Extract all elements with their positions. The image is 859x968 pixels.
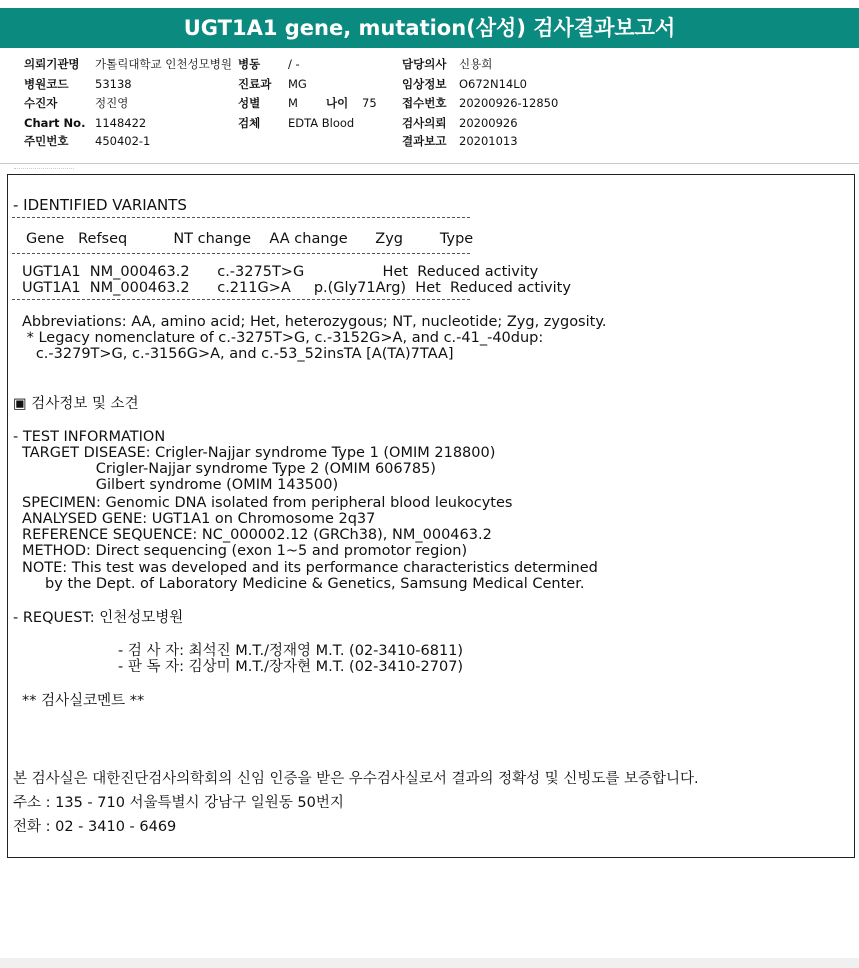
reference-sequence-line: REFERENCE SEQUENCE: NC_000002.12 (GRCh38), NM_000463.2 xyxy=(22,527,492,543)
ward-value: / - xyxy=(288,57,300,71)
variants-columns: Gene Refseq NT change AA change Zyg Type xyxy=(26,231,474,247)
age-value: 75 xyxy=(362,96,377,110)
accession-value: 20200926-12850 xyxy=(459,96,559,110)
lab-phone: 전화 : 02 - 3410 - 6469 xyxy=(13,819,177,835)
resident-no-value: 450402-1 xyxy=(95,134,151,148)
request-date-label: 검사의뢰 xyxy=(402,116,447,130)
report-title: UGT1A1 gene, mutation(삼성) 검사결과보고서 xyxy=(0,8,859,48)
target-disease-cont: Crigler-Najjar syndrome Type 2 (OMIM 606785) xyxy=(22,461,436,477)
variant-row: UGT1A1 NM_000463.2 c.-3275T>G Het Reduced activity xyxy=(22,264,539,280)
specimen-line: SPECIMEN: Genomic DNA isolated from peripheral blood leukocytes xyxy=(22,495,513,511)
bottom-strip xyxy=(0,958,859,968)
patient-label: 수진자 xyxy=(24,96,58,110)
report-date-label: 결과보고 xyxy=(402,134,447,148)
report-date-value: 20201013 xyxy=(459,134,518,148)
target-disease: TARGET DISEASE: Crigler-Najjar syndrome Type 1 (OMIM 218800) xyxy=(22,445,496,461)
legacy-note-cont: c.-3279T>G, c.-3156G>A, and c.-53_52insTA [A(TA)7TAA] xyxy=(22,346,454,362)
abbreviations-note: Abbreviations: AA, amino acid; Het, heterozygous; NT, nucleotide; Zyg, zygosity. xyxy=(22,314,607,330)
reader-line: - 판 독 자: 김상미 M.T./장자현 M.T. (02-3410-2707) xyxy=(118,659,464,675)
legacy-note: * Legacy nomenclature of c.-3275T>G, c.-3152G>A, and c.-41_-40dup: xyxy=(22,330,544,346)
examiner-line: - 검 사 자: 최석진 M.T./정재영 M.T. (02-3410-6811) xyxy=(118,643,464,659)
specimen-label: 검체 xyxy=(238,116,261,130)
test-info-heading: - TEST INFORMATION xyxy=(13,429,166,445)
dashed-rule xyxy=(12,299,470,300)
dashed-rule xyxy=(12,217,470,218)
header-divider-ghost xyxy=(14,168,74,173)
resident-no-label: 주민번호 xyxy=(24,134,69,148)
clinical-info-value: O672N14L0 xyxy=(459,77,527,91)
analysed-gene-line: ANALYSED GENE: UGT1A1 on Chromosome 2q37 xyxy=(22,511,376,527)
variant-row: UGT1A1 NM_000463.2 c.211G>A p.(Gly71Arg) Het Reduced activity xyxy=(22,280,571,296)
age-label: 나이 xyxy=(326,96,349,110)
lab-address: 주소 : 135 - 710 서울특별시 강남구 일원동 50번지 xyxy=(13,795,344,811)
patient-value: 정진영 xyxy=(95,96,129,110)
institution-label: 의뢰기관명 xyxy=(24,57,80,71)
target-disease-cont: Gilbert syndrome (OMIM 143500) xyxy=(22,477,339,493)
section-title: ▣ 검사정보 및 소견 xyxy=(13,396,139,412)
department-label: 진료과 xyxy=(238,77,272,91)
sex-label: 성별 xyxy=(238,96,261,110)
specimen-value: EDTA Blood xyxy=(288,116,355,130)
variants-heading: - IDENTIFIED VARIANTS xyxy=(13,196,187,214)
hospital-code-value: 53138 xyxy=(95,77,132,91)
certification-statement: 본 검사실은 대한진단검사의학회의 신임 인증을 받은 우수검사실로서 결과의 정확성 및 신빙도를 보증합니다. xyxy=(13,771,699,787)
sex-value: M xyxy=(288,96,298,110)
chart-no-label: Chart No. xyxy=(24,116,86,130)
method-line: METHOD: Direct sequencing (exon 1~5 and promotor region) xyxy=(22,543,468,559)
ward-label: 병동 xyxy=(238,57,261,71)
institution-value: 가톨릭대학교 인천성모병원 xyxy=(95,57,232,71)
accession-label: 접수번호 xyxy=(402,96,447,110)
clinical-info-label: 임상정보 xyxy=(402,77,447,91)
header-divider xyxy=(0,163,859,164)
physician-label: 담당의사 xyxy=(402,57,447,71)
request-date-value: 20200926 xyxy=(459,116,518,130)
chart-no-value: 1148422 xyxy=(95,116,147,130)
note-line: NOTE: This test was developed and its performance characteristics determined xyxy=(22,560,598,576)
hospital-code-label: 병원코드 xyxy=(24,77,69,91)
request-line: - REQUEST: 인천성모병원 xyxy=(13,610,184,626)
note-line-cont: by the Dept. of Laboratory Medicine & Genetics, Samsung Medical Center. xyxy=(22,576,585,592)
lab-comment-heading: ** 검사실코멘트 ** xyxy=(22,693,145,709)
dashed-rule xyxy=(12,253,470,254)
physician-value: 신용희 xyxy=(459,57,493,71)
department-value: MG xyxy=(288,77,307,91)
